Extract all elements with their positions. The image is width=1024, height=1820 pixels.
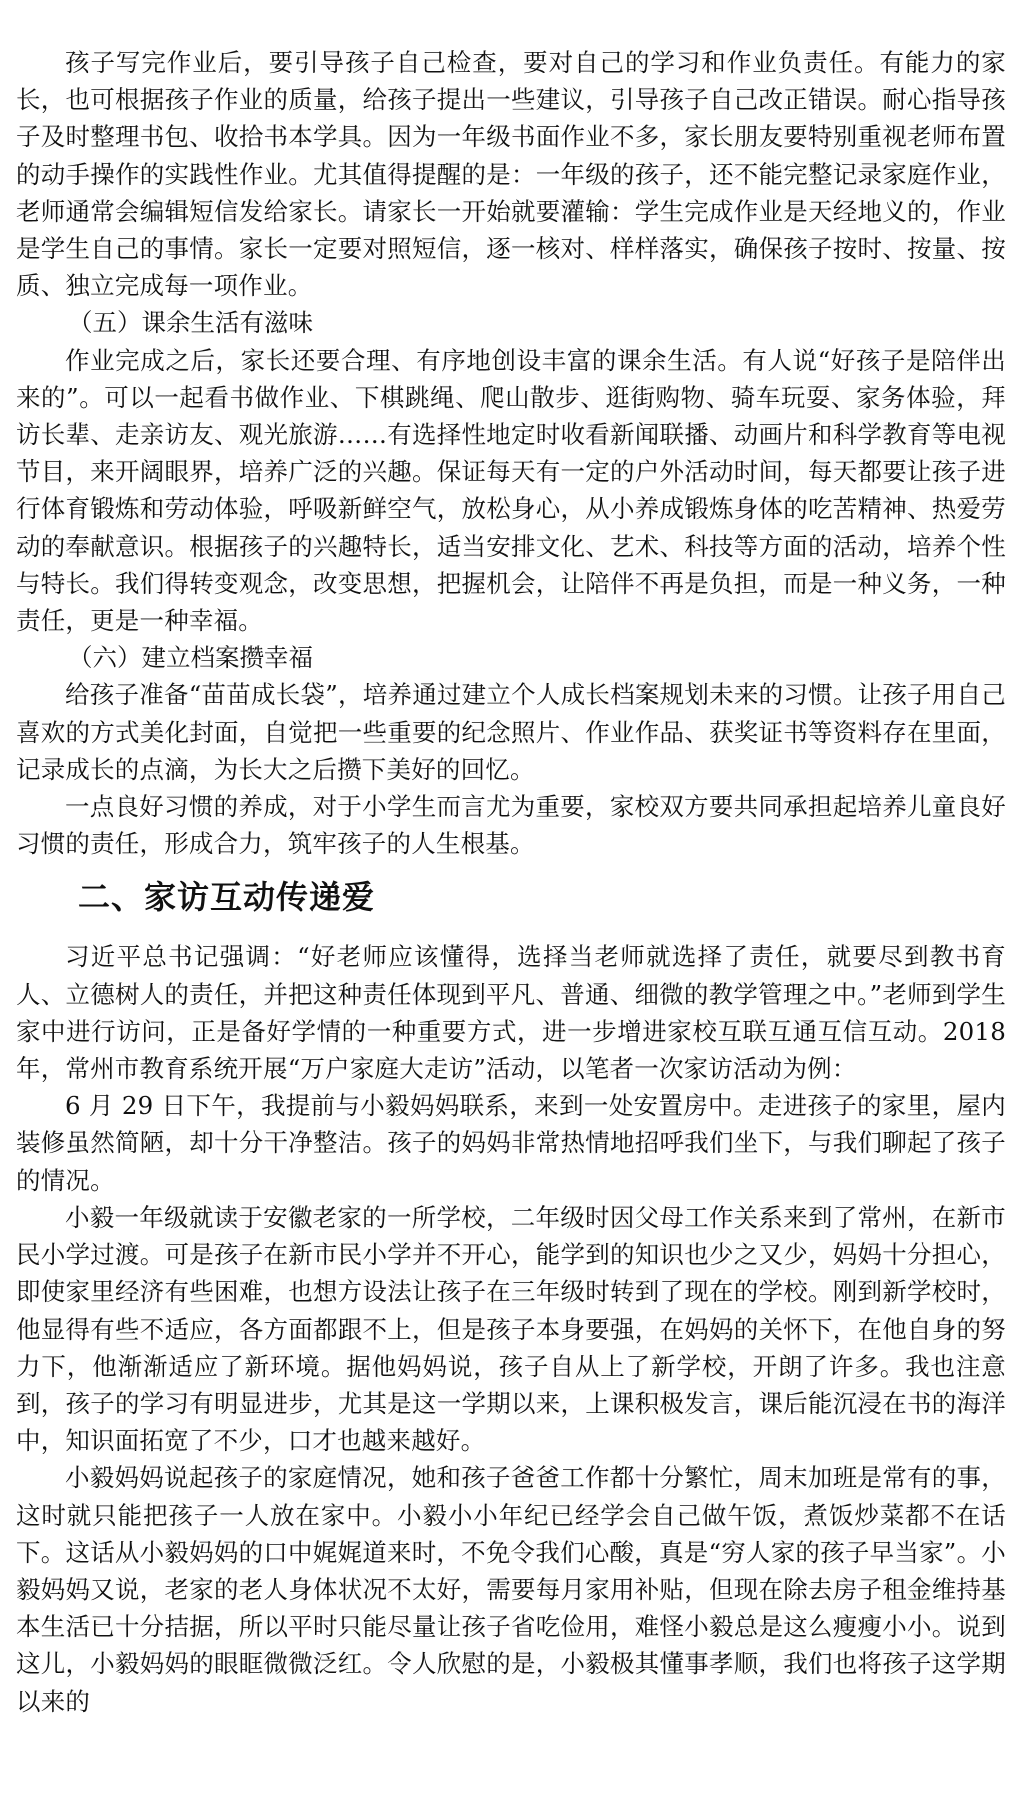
paragraph-xiaoyi-school: 小毅一年级就读于安徽老家的一所学校，二年级时因父母工作关系来到了常州，在新市民小学过渡。可是孩子在新市民小学并不开心，能学到的知识也少之又少，妈妈十分担心，即使家里经济有些困难，也想方设法让孩子在三年级时转到了现在的学校。刚到新学校时，他显得有些不适应，各方面都跟不上，但是孩子本身要强，在妈妈的关怀下，在他自身的努力下，他渐渐适应了新环境。据他妈妈说，孩子自从上了新学校，开朗了许多。我也注意到，孩子的学习有明显进步，尤其是这一学期以来，上课积极发言，课后能沉浸在书的海洋中，知识面拓宽了不少，口才也越来越好。 bbox=[16, 1202, 1006, 1456]
paragraph-after-school-life: 作业完成之后，家长还要合理、有序地创设丰富的课余生活。有人说“好孩子是陪伴出来的”。可以一起看书做作业、下棋跳绳、爬山散步、逛街购物、骑车玩耍、家务体验，拜访长辈、走亲访友、观光旅游……有选择性地定时收看新闻联播、动画片和科学教育等电视节目，来开阔眼界，培养广泛的兴趣。保证每天有一定的户外活动时间，每天都要让孩子进行体育锻炼和劳动体验，呼吸新鲜空气，放松身心，从小养成锻炼身体的吃苦精神、热爱劳动的奉献意识。根据孩子的兴趣特长，适当安排文化、艺术、科技等方面的活动，培养个性与特长。我们得转变观念，改变思想，把握机会，让陪伴不再是负担，而是一种义务，一种责任，更是一种幸福。 bbox=[16, 345, 1006, 636]
paragraph-good-habits: 一点良好习惯的养成，对于小学生而言尤为重要，家校双方要共同承担起培养儿童良好习惯的责任，形成合力，筑牢孩子的人生根基。 bbox=[16, 792, 1006, 859]
subheading-growth-archive: （六）建立档案攒幸福 bbox=[68, 643, 313, 673]
paragraph-quote-teacher: 习近平总书记强调：“好老师应该懂得，选择当老师就选择了责任，就要尽到教书育人、立德树人的责任，并把这种责任体现到平凡、普通、细微的教学管理之中。”老师到学生家中进行访问，正是备好学情的一种重要方式，进一步增进家校互联互通互信互动。2018 年，常州市教育系统开展“万户家庭大走访”活动，以笔者一次家访活动为例： bbox=[16, 942, 1006, 1084]
paragraph-growth-bag: 给孩子准备“苗苗成长袋”，培养通过建立个人成长档案规划未来的习惯。让孩子用自己喜欢的方式美化封面，自觉把一些重要的纪念照片、作业作品、获奖证书等资料存在里面，记录成长的点滴，为长大之后攒下美好的回忆。 bbox=[16, 680, 1006, 784]
section-heading-home-visit: 二、家访互动传递爱 bbox=[78, 878, 376, 917]
subheading-after-school-life: （五）课余生活有滋味 bbox=[68, 308, 313, 338]
paragraph-xiaoyi-family: 小毅妈妈说起孩子的家庭情况，她和孩子爸爸工作都十分繁忙，周末加班是常有的事，这时就只能把孩子一人放在家中。小毅小小年纪已经学会自己做午饭，煮饭炒菜都不在话下。这话从小毅妈妈的口中娓娓道来时，不免令我们心酸，真是“穷人家的孩子早当家”。小毅妈妈又说，老家的老人身体状况不太好，需要每月家用补贴，但现在除去房子租金维持基本生活已十分拮据，所以平时只能尽量让孩子省吃俭用，难怪小毅总是这么瘦瘦小小。说到这儿，小毅妈妈的眼眶微微泛红。令人欣慰的是，小毅极其懂事孝顺，我们也将孩子这学期以来的 bbox=[16, 1463, 1006, 1716]
document-page bbox=[16, 44, 1006, 1720]
paragraph-visit-date: 6 月 29 日下午，我提前与小毅妈妈联系，来到一处安置房中。走进孩子的家里，屋内装修虽然简陋，却十分干净整洁。孩子的妈妈非常热情地招呼我们坐下，与我们聊起了孩子的情况。 bbox=[16, 1091, 1006, 1195]
paragraph-homework-check: 孩子写完作业后，要引导孩子自己检查，要对自己的学习和作业负责任。有能力的家长，也可根据孩子作业的质量，给孩子提出一些建议，引导孩子自己改正错误。耐心指导孩子及时整理书包、收拾书本学具。因为一年级书面作业不多，家长朋友要特别重视老师布置的动手操作的实践性作业。尤其值得提醒的是：一年级的孩子，还不能完整记录家庭作业，老师通常会编辑短信发给家长。请家长一开始就要灌输：学生完成作业是天经地义的，作业是学生自己的事情。家长一定要对照短信，逐一核对、样样落实，确保孩子按时、按量、按质、独立完成每一项作业。 bbox=[16, 48, 1006, 301]
